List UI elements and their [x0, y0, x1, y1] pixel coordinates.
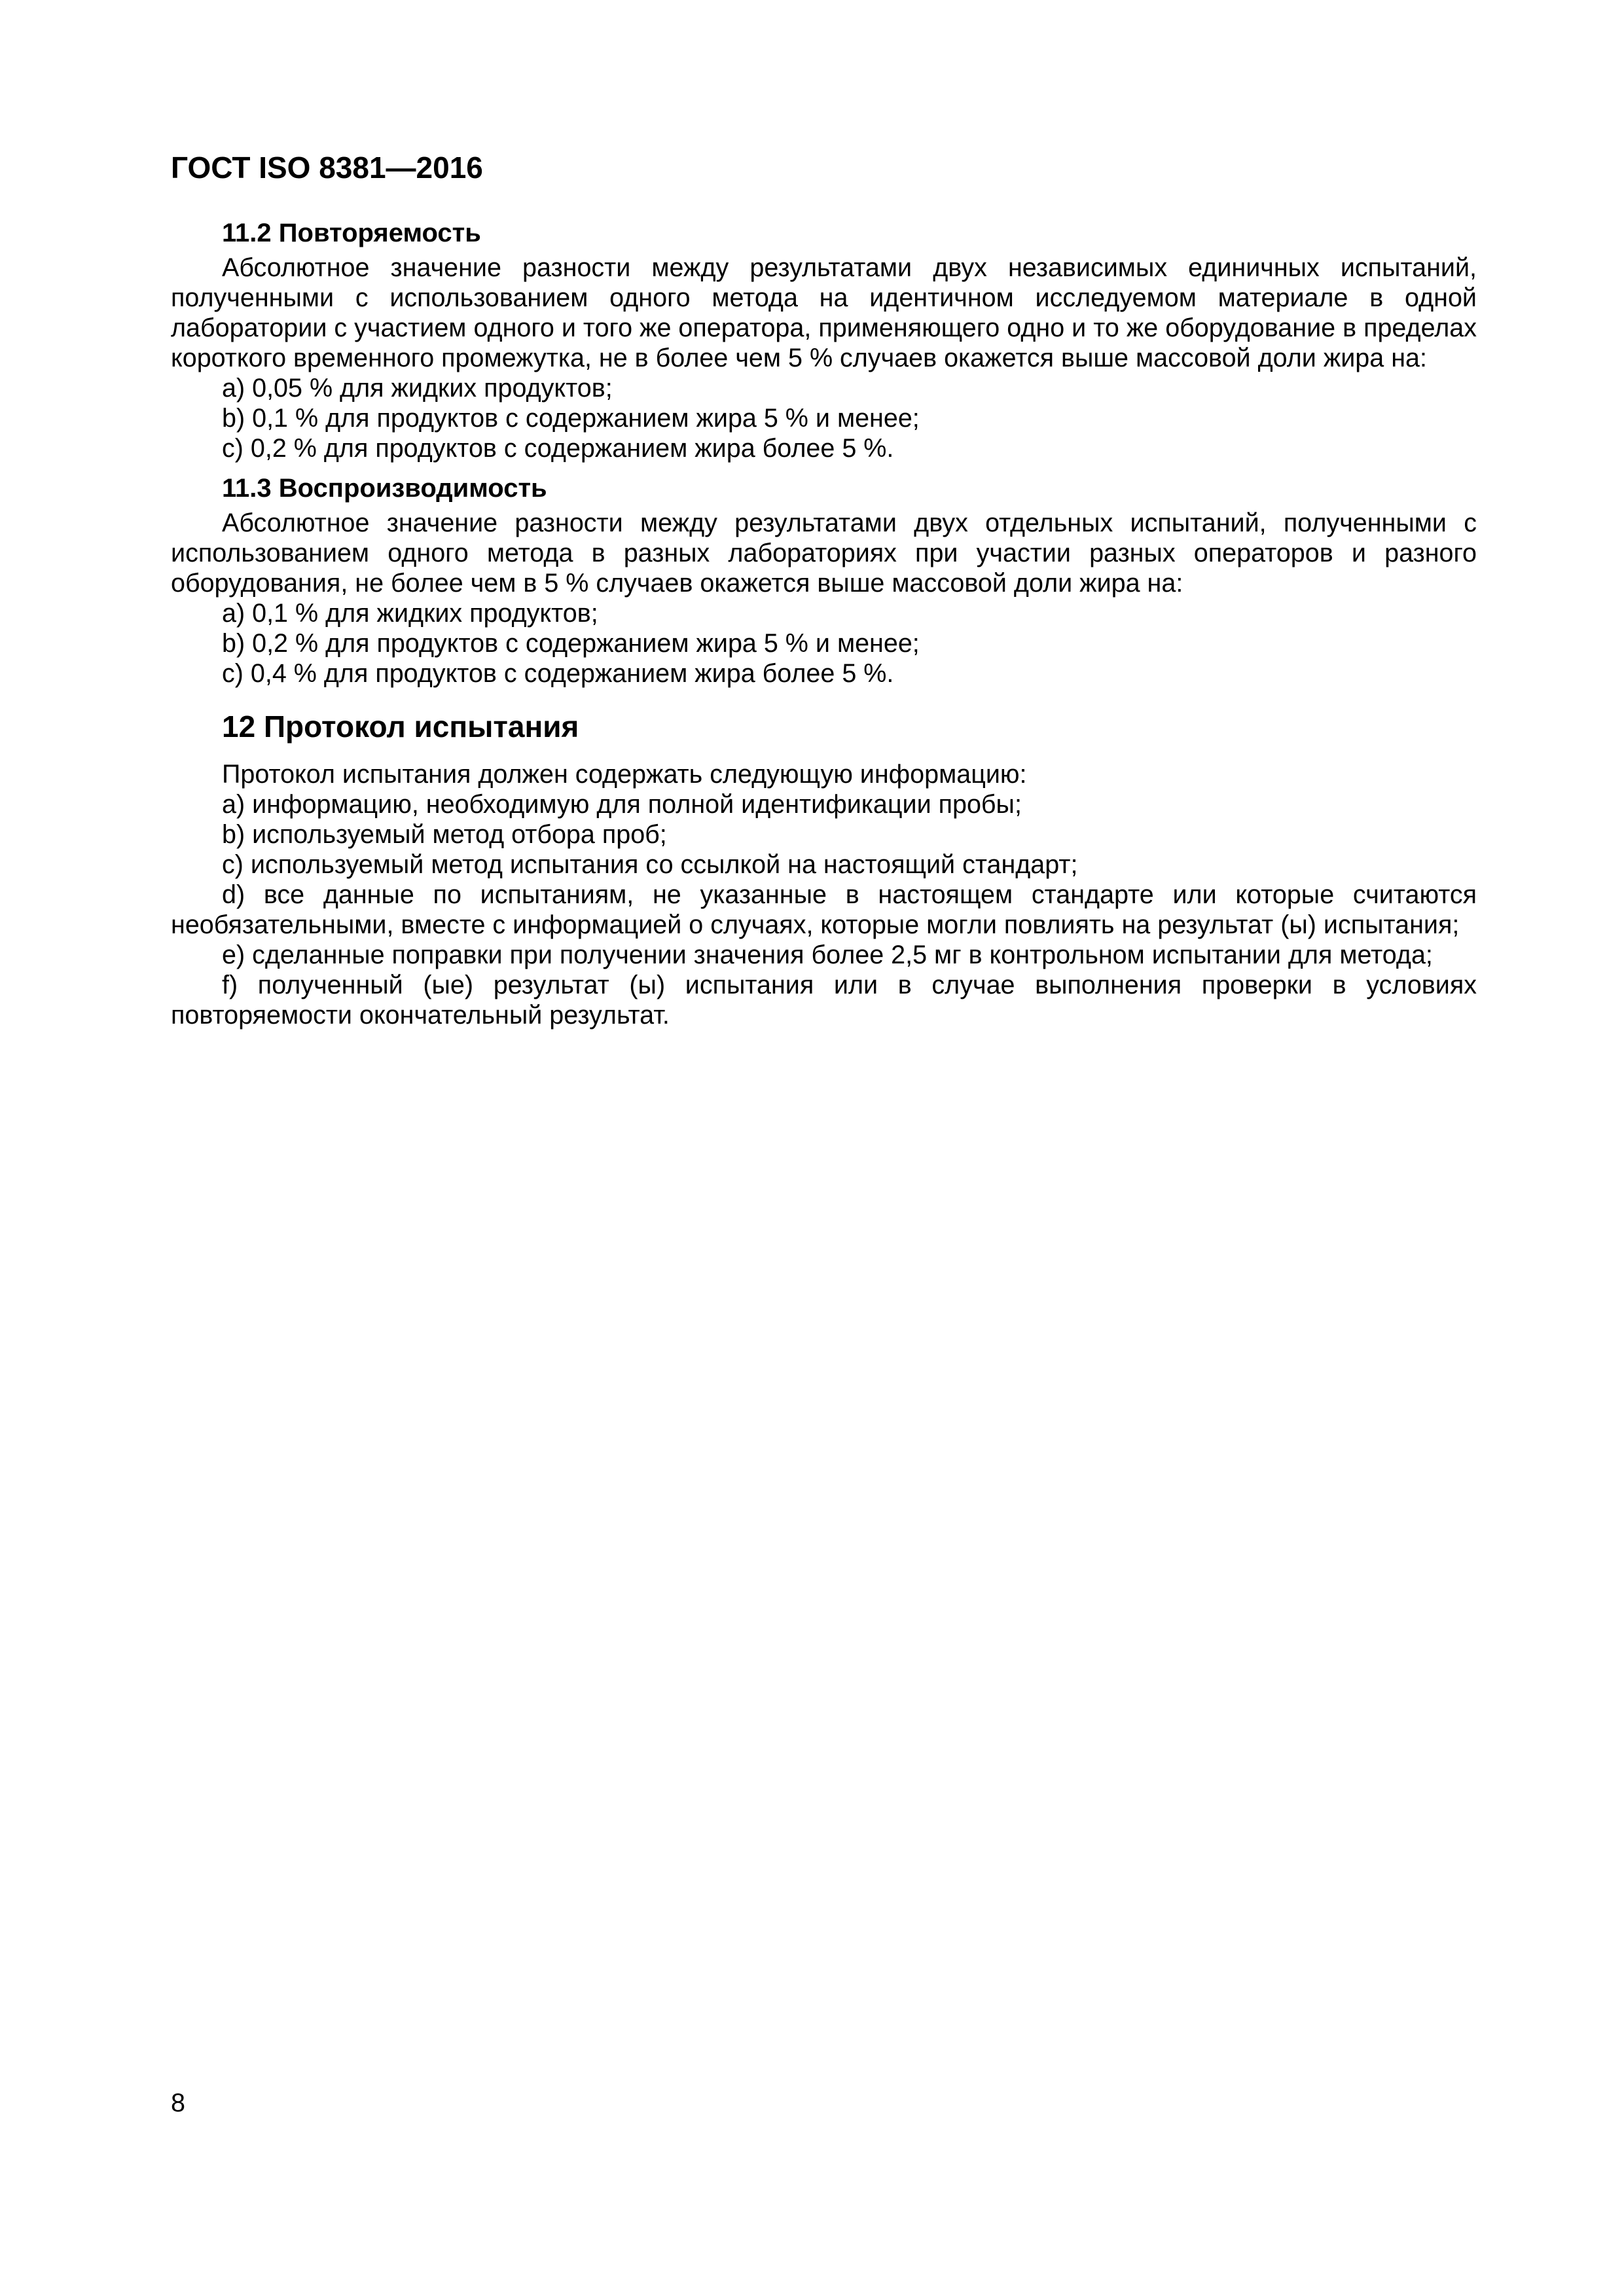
list-item: f) полученный (ые) результат (ы) испытания или в случае выполнения проверки в условиях повторяемости окончательный результат. [171, 971, 1477, 1030]
list-item: b) 0,2 % для продуктов с содержанием жира 5 % и менее; [222, 629, 920, 658]
list-item: e) сделанные поправки при получении значения более 2,5 мг в контрольном испытании для метода; [222, 941, 1433, 969]
section-heading-11-3: 11.3 Воспроизводимость [222, 474, 547, 503]
list-item: a) 0,05 % для жидких продуктов; [222, 374, 613, 403]
list-item: b) 0,1 % для продуктов с содержанием жира 5 % и менее; [222, 404, 920, 433]
paragraph-repeatability: Абсолютное значение разности между результатами двух независимых единичных испытаний, полученными с использованием одного метода на идентичном исследуемом материале в одной лаборатории с участием одного и того же оператора, применяющего одно и то же оборудование в пределах короткого временного промежутка, не в более чем 5 % случаев окажется выше массовой доли жира на: [171, 253, 1477, 372]
list-item: b) используемый метод отбора проб; [222, 820, 667, 849]
list-item: c) используемый метод испытания со ссылкой на настоящий стандарт; [222, 850, 1078, 879]
list-item: c) 0,4 % для продуктов с содержанием жира более 5 %. [222, 659, 894, 688]
section-heading-11-2: 11.2 Повторяемость [222, 219, 481, 247]
list-item: a) 0,1 % для жидких продуктов; [222, 599, 598, 628]
page-content [171, 149, 1477, 1030]
document-header: ГОСТ ISO 8381—2016 [171, 151, 483, 185]
list-item: a) информацию, необходимую для полной идентификации пробы; [222, 790, 1022, 819]
paragraph-reproducibility: Абсолютное значение разности между результатами двух отдельных испытаний, полученными с использованием одного метода в разных лабораториях при участии разных операторов и разного оборудования, не более чем в 5 % случаев окажется выше массовой доли жира на: [171, 509, 1477, 598]
list-item: c) 0,2 % для продуктов с содержанием жира более 5 %. [222, 434, 894, 463]
list-item: d) все данные по испытаниям, не указанные в настоящем стандарте или которые считаются необязательными, вместе с информацией о случаях, которые могли повлиять на результат (ы) испытания; [171, 880, 1477, 939]
page-number: 8 [171, 2089, 185, 2117]
paragraph-protocol-intro: Протокол испытания должен содержать следующую информацию: [222, 760, 1027, 789]
section-heading-12: 12 Протокол испытания [222, 709, 579, 744]
